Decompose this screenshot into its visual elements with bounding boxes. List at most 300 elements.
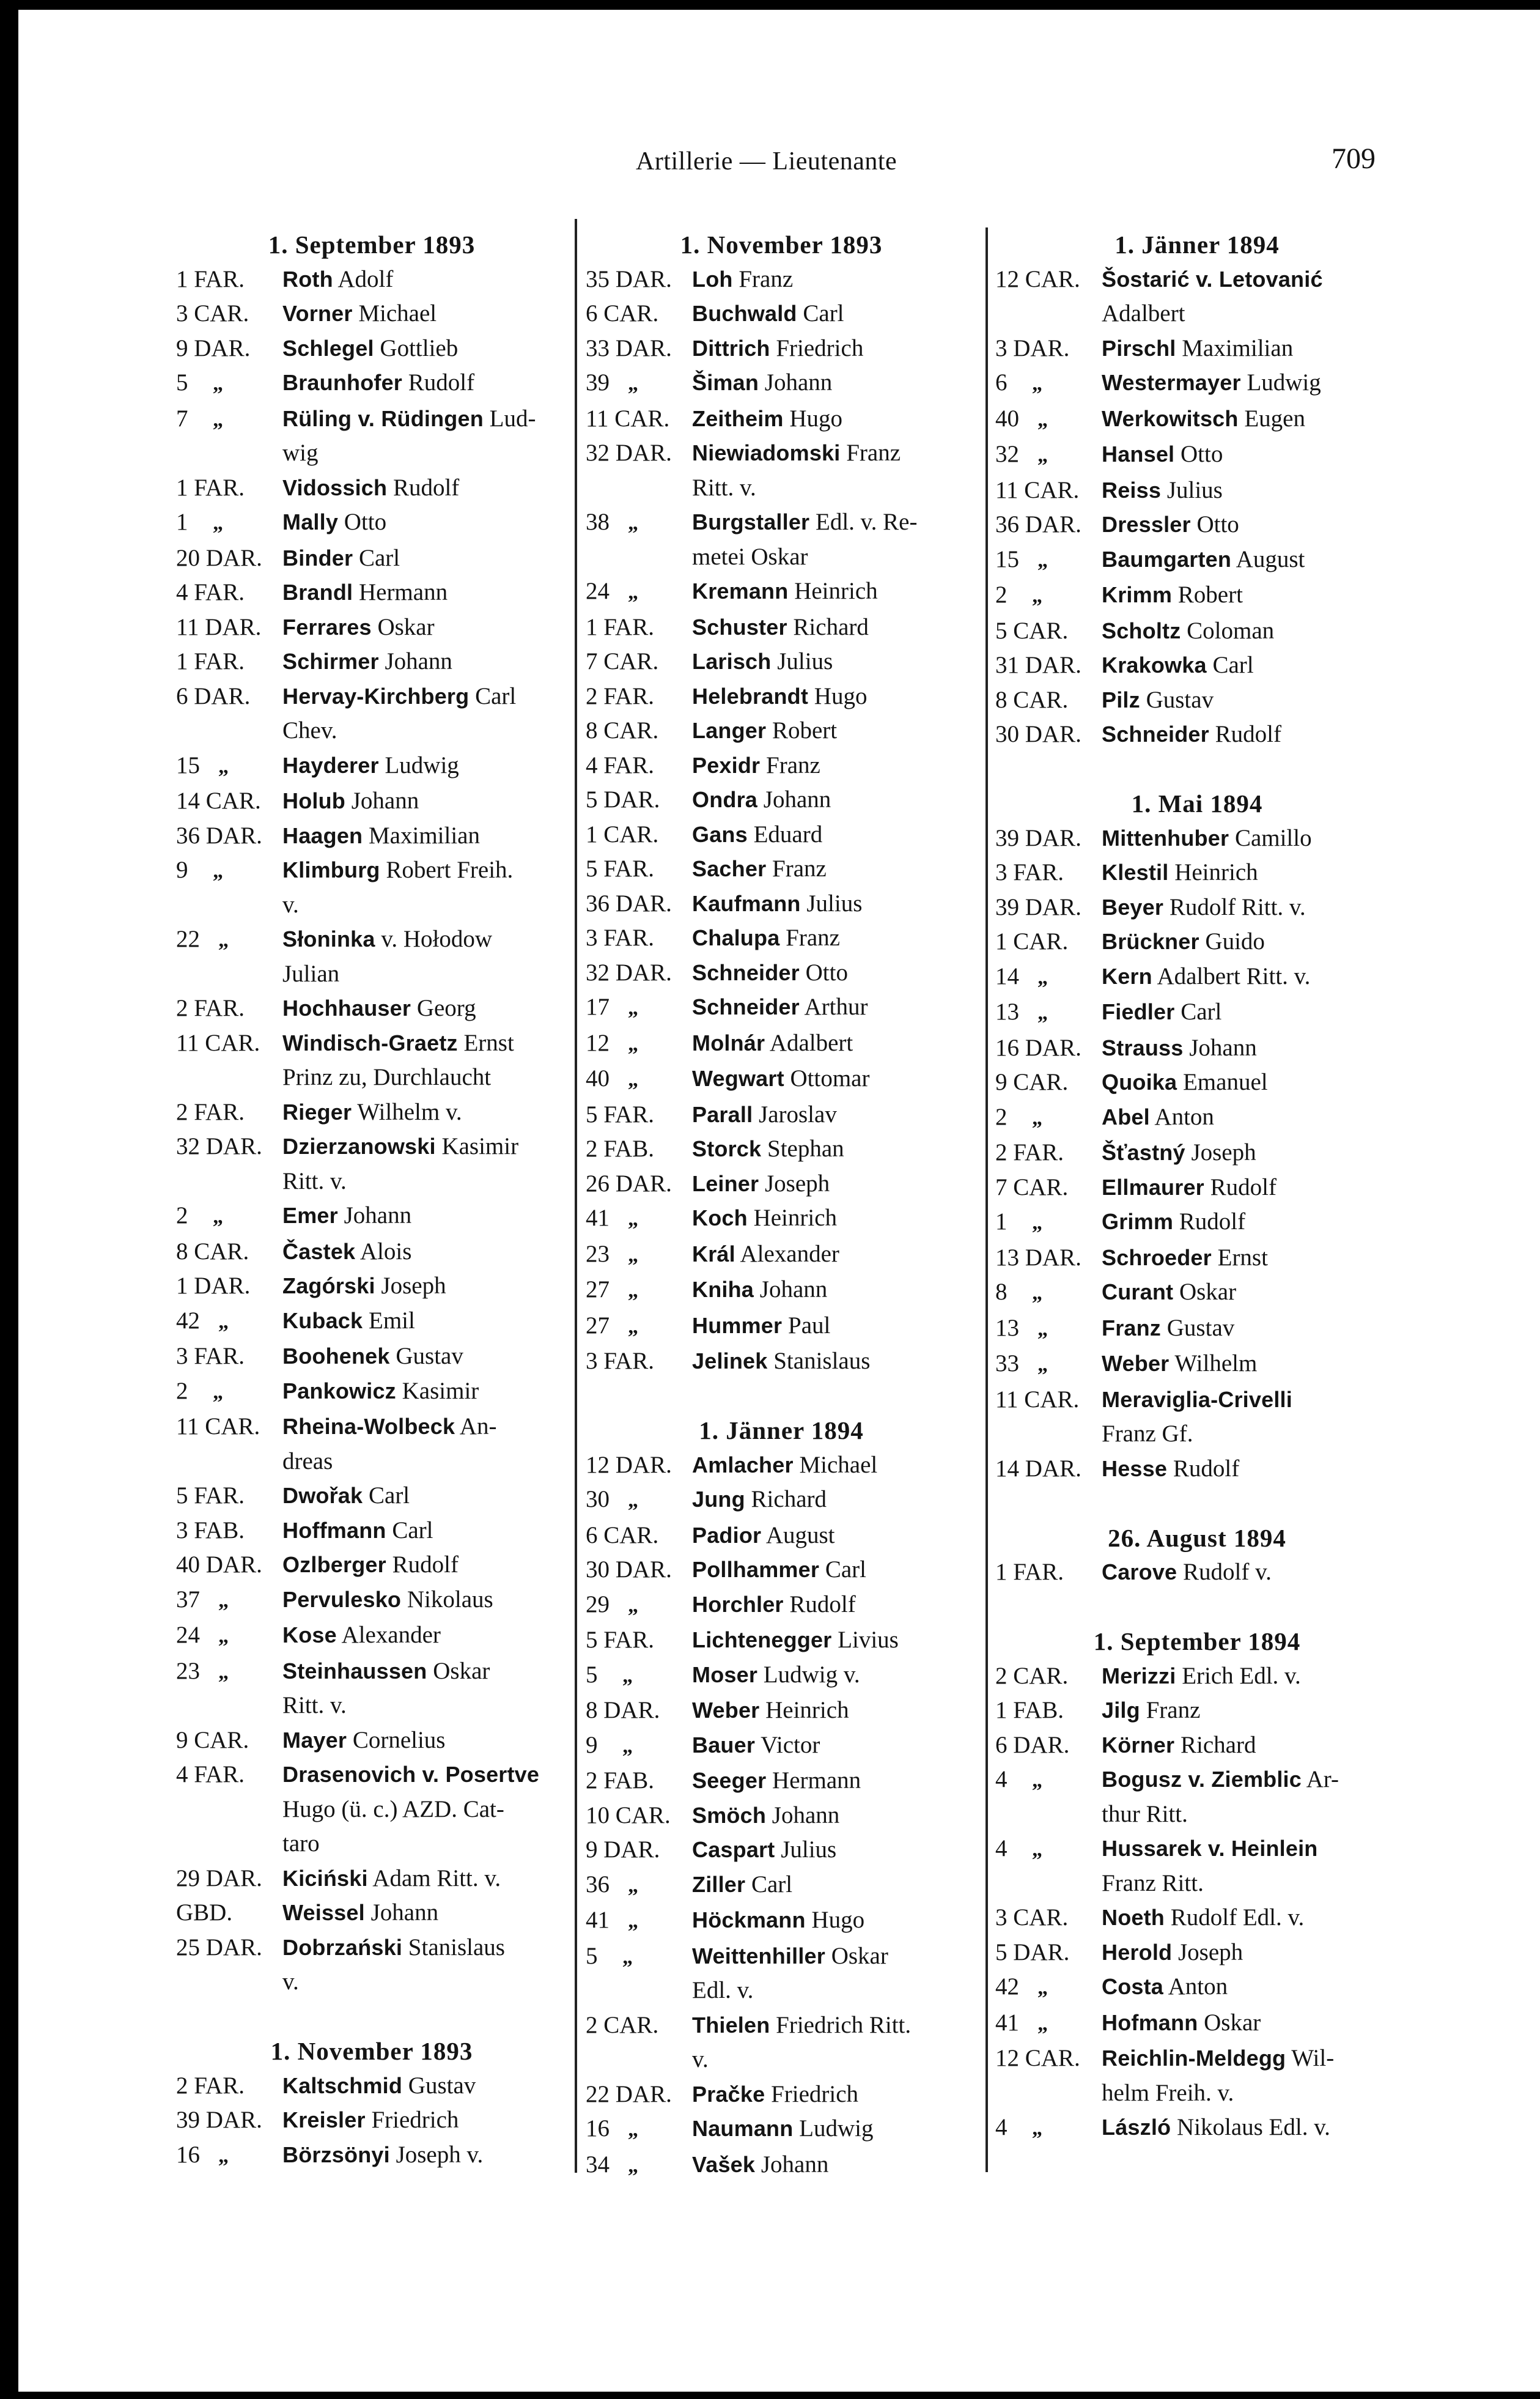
list-item xyxy=(995,1452,1399,1487)
unit-label xyxy=(995,1901,1102,1935)
list-item xyxy=(176,1339,567,1374)
unit-code: 4 xyxy=(995,1835,1008,1861)
given-name: Richard xyxy=(751,1486,827,1512)
unit-label xyxy=(995,2110,1102,2146)
ditto-mark: „ xyxy=(628,1279,638,1302)
surname: Kaltschmid xyxy=(282,2072,403,2098)
list-item xyxy=(995,366,1399,402)
surname: Hoffmann xyxy=(282,1517,386,1543)
unit-code: 3 DAR. xyxy=(995,335,1070,361)
unit-code: 17 xyxy=(586,994,610,1020)
unit-code: 3 FAR. xyxy=(586,1348,654,1374)
unit-code: 3 FAR. xyxy=(586,925,654,951)
given-name: Alexander xyxy=(341,1622,441,1648)
entry-body xyxy=(692,818,977,852)
given-name: Kasimir xyxy=(402,1377,479,1404)
entry-body xyxy=(282,610,567,645)
surname: Weissel xyxy=(282,1900,365,1925)
surname: Šiman xyxy=(692,370,759,395)
unit-code: 11 CAR. xyxy=(176,1029,260,1056)
entry-body xyxy=(692,990,977,1026)
surname: Burgstaller xyxy=(692,509,810,534)
given-name: Joseph xyxy=(765,1170,830,1197)
given-name: Otto xyxy=(1196,511,1239,538)
entry-body xyxy=(692,1693,977,1728)
unit-label xyxy=(176,471,282,506)
unit-label xyxy=(176,1723,282,1758)
given-name: Paul xyxy=(788,1312,831,1339)
given-name: Cornelius xyxy=(352,1726,446,1753)
unit-label xyxy=(995,648,1102,683)
given-name: Johann xyxy=(772,1802,840,1828)
unit-label xyxy=(586,402,692,437)
surname: Franz xyxy=(1102,1315,1162,1340)
section-heading: 1. September 1893 xyxy=(268,231,476,259)
unit-code: 32 DAR. xyxy=(586,440,672,466)
unit-label xyxy=(995,1311,1102,1347)
unit-label xyxy=(995,1762,1102,1832)
unit-code: 32 DAR. xyxy=(586,959,672,986)
unit-label xyxy=(176,505,282,541)
unit-code: 2 FAR. xyxy=(176,995,245,1021)
unit-code: 1 FAR. xyxy=(176,648,245,675)
given-name: Hugo xyxy=(811,1907,865,1933)
entry-body xyxy=(692,783,977,818)
entry-body xyxy=(1102,959,1399,996)
unit-code: 2 CAR. xyxy=(586,2011,659,2038)
unit-label xyxy=(995,1136,1102,1170)
surname: Schneider xyxy=(692,994,800,1019)
entry-body xyxy=(282,991,567,1026)
entry-body xyxy=(282,2069,567,2104)
unit-code: 6 CAR. xyxy=(586,1521,659,1548)
given-name: Joseph v. xyxy=(396,2141,484,2168)
list-item xyxy=(586,1132,977,1167)
surname: Börzsönyi xyxy=(282,2142,390,2167)
given-name: Carl xyxy=(1212,652,1254,678)
list-item xyxy=(176,1199,567,1235)
entry-body xyxy=(692,297,977,331)
entry-body xyxy=(692,1448,977,1483)
given-name: Gottlieb xyxy=(380,335,459,361)
surname: Vidossich xyxy=(282,475,388,500)
unit-label xyxy=(586,1588,692,1624)
surname: Weber xyxy=(1102,1351,1170,1376)
ditto-mark: „ xyxy=(1032,1769,1042,1792)
unit-label xyxy=(176,1758,282,1861)
list-item xyxy=(586,1623,977,1658)
given-name: Johann xyxy=(764,369,833,396)
unit-label xyxy=(586,1237,692,1273)
continuation-line: Adalbert xyxy=(1102,300,1185,327)
list-item xyxy=(995,1383,1399,1452)
surname: Grimm xyxy=(1102,1209,1174,1234)
unit-code: 22 DAR. xyxy=(586,2080,672,2107)
list-item xyxy=(176,1026,567,1095)
surname: Drasenovich v. Posertve xyxy=(282,1762,540,1787)
entry-body xyxy=(692,1273,977,1309)
entry-body xyxy=(692,1623,977,1658)
surname: Ziller xyxy=(692,1871,746,1897)
unit-label xyxy=(586,1309,692,1345)
given-name: Livius xyxy=(838,1627,899,1653)
entry-body xyxy=(282,1723,567,1758)
entry-body xyxy=(1102,262,1399,331)
surname: Schlegel xyxy=(282,335,374,361)
ditto-mark: „ xyxy=(628,1910,638,1932)
list-item xyxy=(995,1170,1399,1205)
surname: Molnár xyxy=(692,1030,765,1055)
list-item xyxy=(995,578,1399,614)
given-name: Otto xyxy=(344,509,387,535)
entry-body xyxy=(282,297,567,331)
unit-code: 4 xyxy=(995,1766,1008,1792)
given-name: Carl xyxy=(803,300,844,327)
ditto-mark: „ xyxy=(628,1315,638,1338)
entry-body xyxy=(1102,1311,1399,1347)
list-item xyxy=(586,2112,977,2148)
surname: László xyxy=(1102,2115,1171,2140)
list-item xyxy=(176,505,567,541)
list-item xyxy=(176,1374,567,1410)
surname: Schneider xyxy=(1102,722,1209,747)
unit-label xyxy=(176,749,282,785)
ditto-mark: „ xyxy=(1032,1211,1042,1234)
unit-code: 2 FAB. xyxy=(586,1767,654,1794)
entry-body xyxy=(692,366,977,402)
list-item xyxy=(586,990,977,1026)
list-item xyxy=(176,1304,567,1340)
unit-code: 2 CAR. xyxy=(995,1662,1069,1689)
surname: Haagen xyxy=(282,822,363,848)
given-name: Victor xyxy=(761,1731,820,1758)
surname: Mittenhuber xyxy=(1102,825,1229,851)
unit-code: 8 CAR. xyxy=(995,686,1069,713)
given-name: Kasimir xyxy=(441,1133,519,1159)
surname: Vašek xyxy=(692,2151,756,2177)
list-item xyxy=(586,1273,977,1309)
entry-body xyxy=(282,1374,567,1410)
unit-label xyxy=(995,683,1102,718)
entry-body xyxy=(1102,1383,1399,1452)
ditto-mark: „ xyxy=(628,2154,638,2177)
entry-body xyxy=(692,1167,977,1202)
section-heading: 1. November 1893 xyxy=(270,2037,473,2065)
unit-code: 36 xyxy=(586,1871,610,1898)
given-name: Carl xyxy=(825,1556,866,1583)
entry-body xyxy=(282,1548,567,1583)
list-item xyxy=(995,1762,1399,1832)
entry-body xyxy=(1102,1935,1399,1970)
entry-body xyxy=(1102,648,1399,683)
entry-body xyxy=(282,1410,567,1479)
unit-label xyxy=(176,1583,282,1619)
unit-label xyxy=(586,1273,692,1309)
continuation-line: taro xyxy=(282,1830,320,1857)
surname: Westermayer xyxy=(1102,370,1241,395)
surname: Kuback xyxy=(282,1307,363,1333)
list-item xyxy=(586,574,977,610)
list-item xyxy=(176,1514,567,1548)
unit-label xyxy=(176,1654,282,1723)
list-item xyxy=(176,2069,567,2104)
given-name: Julius xyxy=(781,1836,837,1863)
list-item xyxy=(586,1939,977,2008)
given-name: Julius xyxy=(777,648,833,675)
surname: Horchler xyxy=(692,1591,784,1617)
list-item xyxy=(176,853,567,922)
list-item xyxy=(586,331,977,366)
ditto-mark: „ xyxy=(1037,1976,1048,1999)
entry-body xyxy=(282,505,567,541)
scan-border-left xyxy=(0,0,18,2399)
entry-body xyxy=(282,1304,567,1340)
given-name: Wilhelm v. xyxy=(357,1098,462,1125)
list-item xyxy=(586,921,977,956)
unit-code: 13 xyxy=(995,1314,1019,1341)
unit-label xyxy=(995,1205,1102,1241)
entry-body xyxy=(282,1583,567,1619)
unit-code: 5 FAR. xyxy=(586,1627,654,1653)
unit-code: 5 CAR. xyxy=(995,617,1069,644)
surname: Słoninka xyxy=(282,926,375,952)
given-name: Robert xyxy=(772,717,838,744)
unit-label xyxy=(995,1728,1102,1763)
unit-label xyxy=(995,1347,1102,1383)
unit-code: 2 FAB. xyxy=(586,1136,654,1162)
column-2 xyxy=(586,227,977,2183)
unit-label xyxy=(586,2008,692,2077)
list-item xyxy=(995,1031,1399,1066)
entry-body xyxy=(692,1344,977,1379)
given-name: Stanislaus xyxy=(773,1348,871,1374)
unit-label xyxy=(176,819,282,854)
given-name: Carl xyxy=(1181,999,1222,1025)
given-name: An- xyxy=(459,1413,497,1440)
list-item xyxy=(176,1654,567,1723)
surname: Rheina-Wolbeck xyxy=(282,1414,455,1439)
unit-code: 1 FAR. xyxy=(995,1559,1064,1585)
surname: Reiss xyxy=(1102,477,1162,503)
entry-body xyxy=(692,714,977,749)
list-item xyxy=(586,1167,977,1202)
given-name: Rudolf xyxy=(392,1551,459,1578)
unit-code: 37 xyxy=(176,1586,200,1613)
list-item xyxy=(586,1903,977,1939)
unit-label xyxy=(176,1269,282,1304)
entry-body xyxy=(282,1931,567,2000)
column-divider-1 xyxy=(575,219,577,2173)
unit-code: 2 FAR. xyxy=(586,682,654,709)
unit-code: 32 DAR. xyxy=(176,1133,262,1159)
surname: Abel xyxy=(1102,1104,1150,1129)
unit-label xyxy=(586,610,692,645)
unit-code: 42 xyxy=(176,1307,200,1334)
entry-body xyxy=(692,852,977,887)
entry-body xyxy=(1102,2041,1399,2110)
unit-label xyxy=(586,1693,692,1728)
surname: Hayderer xyxy=(282,752,379,778)
list-item xyxy=(176,1583,567,1619)
unit-label xyxy=(995,1935,1102,1970)
unit-label xyxy=(176,402,282,471)
surname: Pilz xyxy=(1102,687,1140,712)
surname: Ferrares xyxy=(282,614,372,640)
unit-code: 9 DAR. xyxy=(586,1836,660,1863)
ditto-mark: „ xyxy=(1032,585,1042,607)
entry-body xyxy=(1102,995,1399,1031)
list-item xyxy=(995,1832,1399,1901)
continuation-line: Edl. v. xyxy=(692,1977,754,2003)
surname: Hummer xyxy=(692,1312,783,1338)
entry-body xyxy=(1102,1693,1399,1728)
list-item xyxy=(995,1693,1399,1728)
entry-body xyxy=(1102,402,1399,438)
list-item xyxy=(176,1235,567,1270)
unit-label xyxy=(586,436,692,505)
unit-code: 3 FAR. xyxy=(995,859,1064,885)
entry-body xyxy=(692,402,977,437)
unit-code: 6 DAR. xyxy=(995,1731,1070,1758)
surname: Krimm xyxy=(1102,582,1173,607)
entry-body xyxy=(282,1861,567,1896)
unit-code: 29 DAR. xyxy=(176,1865,262,1891)
surname: Kaufmann xyxy=(692,890,801,916)
given-name: Arthur xyxy=(804,994,868,1020)
surname: Weittenhiller xyxy=(692,1943,825,1968)
list-item xyxy=(586,2077,977,2112)
unit-code: 2 xyxy=(176,1202,188,1229)
continuation-line: Hugo (ü. c.) AZD. Cat- xyxy=(282,1795,504,1822)
unit-code: 23 xyxy=(176,1657,200,1684)
unit-code: 35 DAR. xyxy=(586,265,672,292)
unit-label xyxy=(586,1553,692,1588)
surname: Ellmaurer xyxy=(1102,1174,1204,1200)
list-item xyxy=(995,1347,1399,1383)
list-item xyxy=(176,1758,567,1861)
surname: Leiner xyxy=(692,1170,759,1196)
unit-label xyxy=(586,1868,692,1904)
surname: Beyer xyxy=(1102,894,1164,920)
given-name: Richard xyxy=(1180,1731,1256,1758)
given-name: Rudolf xyxy=(392,474,460,501)
entry-body xyxy=(692,1553,977,1588)
entry-body xyxy=(1102,1065,1399,1100)
list-item xyxy=(586,1201,977,1237)
list-item xyxy=(586,887,977,922)
page-title: Artillerie — Lieutenante xyxy=(636,147,897,176)
scan-border-top xyxy=(0,0,1540,10)
ditto-mark: „ xyxy=(622,1734,633,1758)
unit-label xyxy=(176,366,282,402)
entry-body xyxy=(692,262,977,297)
unit-label xyxy=(176,1514,282,1548)
unit-label xyxy=(995,1970,1102,2006)
given-name: Emanuel xyxy=(1182,1069,1268,1095)
list-item xyxy=(176,541,567,576)
unit-code: 1 xyxy=(995,1208,1008,1235)
given-name: Rudolf xyxy=(1173,1455,1240,1482)
unit-label xyxy=(176,922,282,991)
list-item xyxy=(176,922,567,991)
list-item xyxy=(995,821,1399,856)
list-item xyxy=(995,614,1399,649)
given-name: Nikolaus Edl. v. xyxy=(1176,2114,1330,2140)
unit-label xyxy=(995,614,1102,649)
list-item xyxy=(176,2103,567,2138)
entry-body xyxy=(1102,508,1399,542)
given-name: Johann xyxy=(344,1202,412,1229)
unit-label xyxy=(995,437,1102,473)
unit-code: 31 DAR. xyxy=(995,652,1081,678)
unit-code: 30 DAR. xyxy=(586,1556,672,1583)
unit-code: 11 CAR. xyxy=(176,1413,260,1440)
given-name: Wil- xyxy=(1291,2045,1335,2071)
list-item xyxy=(995,683,1399,718)
surname: Pervulesko xyxy=(282,1586,402,1612)
list-item xyxy=(176,402,567,471)
list-item xyxy=(995,995,1399,1031)
surname: Noeth xyxy=(1102,1905,1165,1930)
unit-code: 5 xyxy=(586,1942,598,1969)
surname: Šostarić v. Letovanić xyxy=(1102,266,1323,292)
list-item xyxy=(586,2148,977,2184)
ditto-mark: „ xyxy=(1037,444,1048,467)
entry-body xyxy=(1102,1170,1399,1205)
unit-code: 2 xyxy=(995,1103,1008,1130)
unit-label xyxy=(176,541,282,576)
ditto-mark: „ xyxy=(213,512,223,534)
entry-body xyxy=(1102,614,1399,649)
surname: Jilg xyxy=(1102,1698,1140,1723)
given-name: Joseph xyxy=(1191,1139,1256,1166)
surname: Dobrzański xyxy=(282,1934,403,1960)
surname: Moser xyxy=(692,1662,758,1687)
unit-label xyxy=(995,262,1102,331)
ditto-mark: „ xyxy=(1032,372,1042,395)
surname: Buchwald xyxy=(692,301,797,326)
entry-body xyxy=(1102,1901,1399,1935)
continuation-line: v. xyxy=(282,891,299,918)
list-item xyxy=(995,1311,1399,1347)
list-item xyxy=(995,925,1399,959)
surname: Baumgarten xyxy=(1102,546,1232,572)
entry-body xyxy=(692,2112,977,2148)
list-item xyxy=(995,331,1399,366)
unit-code: 3 CAR. xyxy=(995,1904,1069,1931)
ditto-mark: „ xyxy=(218,1625,229,1647)
list-item xyxy=(586,610,977,645)
unit-label xyxy=(586,749,692,783)
entry-body xyxy=(1102,473,1399,508)
given-name: Rudolf xyxy=(1179,1208,1246,1235)
surname: Jung xyxy=(692,1487,745,1512)
entry-body xyxy=(1102,717,1399,752)
entry-body xyxy=(692,505,977,574)
unit-code: 23 xyxy=(586,1240,610,1267)
given-name: Franz xyxy=(1146,1697,1201,1723)
scan-border-bottom xyxy=(0,2392,1540,2399)
surname: Dwořak xyxy=(282,1483,363,1508)
entry-body xyxy=(692,749,977,783)
unit-label xyxy=(176,1548,282,1583)
unit-code: 24 xyxy=(586,578,610,604)
unit-label xyxy=(586,818,692,852)
unit-code: 12 CAR. xyxy=(995,265,1080,292)
continuation-line: metei Oskar xyxy=(692,543,808,570)
given-name: Franz xyxy=(772,856,827,882)
surname: Hochhauser xyxy=(282,996,411,1021)
